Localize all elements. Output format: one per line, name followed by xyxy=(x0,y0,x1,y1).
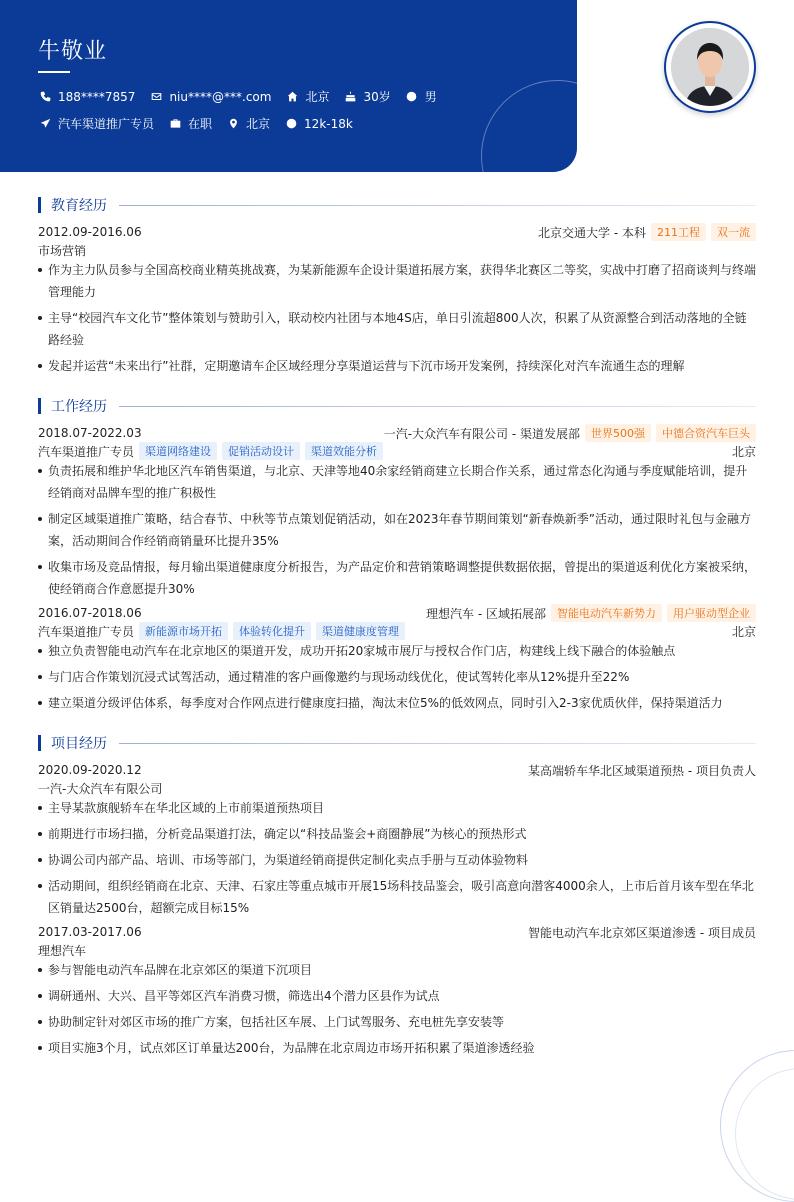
header-banner xyxy=(0,0,577,172)
job-date: 2018.07-2022.03 xyxy=(38,426,142,440)
avatar-photo xyxy=(671,28,749,106)
section-divider xyxy=(119,205,756,206)
info-city xyxy=(226,115,270,132)
education-school-group xyxy=(538,223,756,241)
list-item: 制定区域渠道推广策略，结合春节、中秋等节点策划促销活动，如在2023年春节期间策划“新春焕新季”活动，通过限时礼包与金融方案，活动期间合作经销商销量环比提升35% xyxy=(38,508,756,552)
list-item: 前期进行市场扫描，分析竞品渠道打法，确定以“科技品鉴会+商圈静展”为核心的预热形式 xyxy=(38,823,756,845)
contact-row-1 xyxy=(38,88,451,105)
school-tag: 211工程 xyxy=(651,223,706,241)
skill-tag: 体验转化提升 xyxy=(233,622,311,640)
section-divider xyxy=(119,743,756,744)
section-title: 项目经历 xyxy=(51,736,107,752)
section-work-header xyxy=(38,396,756,416)
company-tag: 世界500强 xyxy=(585,424,651,442)
list-item: 发起并运营“未来出行”社群，定期邀请车企区域经理分享渠道运营与下沉市场开发案例，持续深化对汽车流通生态的理解 xyxy=(38,355,756,377)
job-role-group xyxy=(38,442,383,460)
company-tag: 智能电动汽车新势力 xyxy=(551,604,662,622)
avatar xyxy=(664,21,756,113)
company-tag: 中德合资汽车巨头 xyxy=(656,424,756,442)
home-icon xyxy=(285,90,299,104)
list-item: 活动期间，组织经销商在北京、天津、石家庄等重点城市开展15场科技品鉴会，吸引高意向潜客4000余人，上市后首月该车型在华北区销量达2500台，超额完成目标15% xyxy=(38,875,756,919)
section-divider xyxy=(119,406,756,407)
mail-icon xyxy=(149,90,163,104)
info-salary xyxy=(284,117,353,131)
school-tag: 双一流 xyxy=(711,223,756,241)
info-gender xyxy=(405,88,437,105)
gender-icon xyxy=(405,90,419,104)
info-position xyxy=(38,115,154,132)
list-item: 协调公司内部产品、培训、市场等部门，为渠道经销商提供定制化卖点手册与互动体验物料 xyxy=(38,849,756,871)
send-icon xyxy=(38,117,52,131)
contact-row-2 xyxy=(38,115,367,132)
phone-text: 188****7857 xyxy=(58,89,136,104)
job-row xyxy=(38,424,756,442)
job-row xyxy=(38,604,756,622)
list-item: 协助制定针对郊区市场的推广方案，包括社区车展、上门试驾服务、充电桩先享安装等 xyxy=(38,1011,756,1033)
job-company: 理想汽车 - 区域拓展部 xyxy=(426,606,546,621)
list-item: 作为主力队员参与全国高校商业精英挑战赛，为某新能源车企设计渠道拓展方案，获得华北赛区二等奖，实战中打磨了招商谈判与终端管理能力 xyxy=(38,259,756,303)
list-item: 建立渠道分级评估体系，每季度对合作网点进行健康度扫描，淘汰末位5%的低效网点，同时引入2-3家优质伙伴，保持渠道活力 xyxy=(38,692,756,714)
job-city: 北京 xyxy=(731,624,756,639)
list-item: 收集市场及竞品情报，每月输出渠道健康度分析报告，为产品定价和营销策略调整提供数据依据，曾提出的渠道返利优化方案被采纳，使经销商合作意愿提升30% xyxy=(38,556,756,600)
project-date: 2017.03-2017.06 xyxy=(38,925,142,939)
list-item: 参与智能电动汽车品牌在北京郊区的渠道下沉项目 xyxy=(38,959,756,981)
list-item: 调研通州、大兴、昌平等郊区汽车消费习惯，筛选出4个潜力区县作为试点 xyxy=(38,985,756,1007)
candidate-name: 牛敬业 xyxy=(38,39,108,64)
project-org: 理想汽车 xyxy=(38,943,87,958)
education-school: 北京交通大学 - 本科 xyxy=(538,225,646,240)
cake-icon xyxy=(343,90,357,104)
age-text: 30岁 xyxy=(363,90,391,104)
list-item: 与门店合作策划沉浸式试驾活动，通过精准的客户画像邀约与现场动线优化，使试驾转化率从12%提升至22% xyxy=(38,666,756,688)
list-item: 独立负责智能电动汽车在北京地区的渠道开发，成功开拓20家城市展厅与授权合作门店，构建线上线下融合的体验触点 xyxy=(38,640,756,662)
project-org-row xyxy=(38,941,756,959)
info-status xyxy=(168,115,212,132)
section-title: 工作经历 xyxy=(51,399,107,415)
job-role-row xyxy=(38,442,756,460)
project-org: 一汽-大众汽车有限公司 xyxy=(38,781,163,796)
project-name: 某高端轿车华北区域渠道预热 - 项目负责人 xyxy=(528,763,756,778)
name-underline xyxy=(38,71,70,73)
info-age xyxy=(343,88,390,105)
list-item: 项目实施3个月，试点郊区订单量达200台，为品牌在北京周边市场开拓积累了渠道渗透经验 xyxy=(38,1037,756,1059)
project-row xyxy=(38,761,756,779)
job-role-group xyxy=(38,622,405,640)
skill-tag: 新能源市场开拓 xyxy=(139,622,228,640)
list-item: 主导某款旗舰轿车在华北区域的上市前渠道预热项目 xyxy=(38,797,756,819)
gender-text: 男 xyxy=(424,90,437,104)
company-tag: 用户驱动型企业 xyxy=(667,604,756,622)
list-item: 负责拓展和维护华北地区汽车销售渠道，与北京、天津等地40余家经销商建立长期合作关系，通过常态化沟通与季度赋能培训，提升经销商对品牌车型的推广积极性 xyxy=(38,460,756,504)
city-text: 北京 xyxy=(246,117,271,131)
job-role: 汽车渠道推广专员 xyxy=(38,624,135,639)
home-text: 北京 xyxy=(305,90,330,104)
skill-tag: 渠道健康度管理 xyxy=(316,622,405,640)
skill-tag: 促销活动设计 xyxy=(222,442,300,460)
skill-tag: 渠道网络建设 xyxy=(139,442,217,460)
section-marker xyxy=(38,398,41,414)
info-phone xyxy=(38,90,135,104)
education-row xyxy=(38,223,756,241)
job-company: 一汽-大众汽车有限公司 - 渠道发展部 xyxy=(383,426,580,441)
info-home xyxy=(285,88,329,105)
job-city: 北京 xyxy=(731,444,756,459)
section-education-header xyxy=(38,195,756,215)
info-email xyxy=(149,90,271,104)
header-decoration-circle xyxy=(481,80,577,172)
email-text: niu****@***.com xyxy=(169,89,272,104)
education-major-row xyxy=(38,241,756,259)
section-marker xyxy=(38,735,41,751)
job-date: 2016.07-2018.06 xyxy=(38,606,142,620)
job-role: 汽车渠道推广专员 xyxy=(38,444,135,459)
project-row xyxy=(38,923,756,941)
education-date: 2012.09-2016.06 xyxy=(38,225,142,239)
project-org-row xyxy=(38,779,756,797)
phone-icon xyxy=(38,90,52,104)
skill-tag: 渠道效能分析 xyxy=(305,442,383,460)
project-name: 智能电动汽车北京郊区渠道渗透 - 项目成员 xyxy=(528,925,756,940)
project-date: 2020.09-2020.12 xyxy=(38,763,142,777)
section-title: 教育经历 xyxy=(51,198,107,214)
section-marker xyxy=(38,197,41,213)
salary-text: 12k-18k xyxy=(304,116,353,131)
job-company-group xyxy=(426,604,756,622)
job-role-row xyxy=(38,622,756,640)
list-item: 主导“校园汽车文化节”整体策划与赞助引入，联动校内社团与本地4S店，单日引流超800人次，积累了从资源整合到活动落地的全链路经验 xyxy=(38,307,756,351)
briefcase-icon xyxy=(168,117,182,131)
location-icon xyxy=(226,117,240,131)
education-major: 市场营销 xyxy=(38,243,87,258)
job-company-group xyxy=(384,424,756,442)
money-icon xyxy=(284,117,298,131)
status-text: 在职 xyxy=(188,117,213,131)
position-text: 汽车渠道推广专员 xyxy=(58,117,155,131)
section-projects-header xyxy=(38,733,756,753)
